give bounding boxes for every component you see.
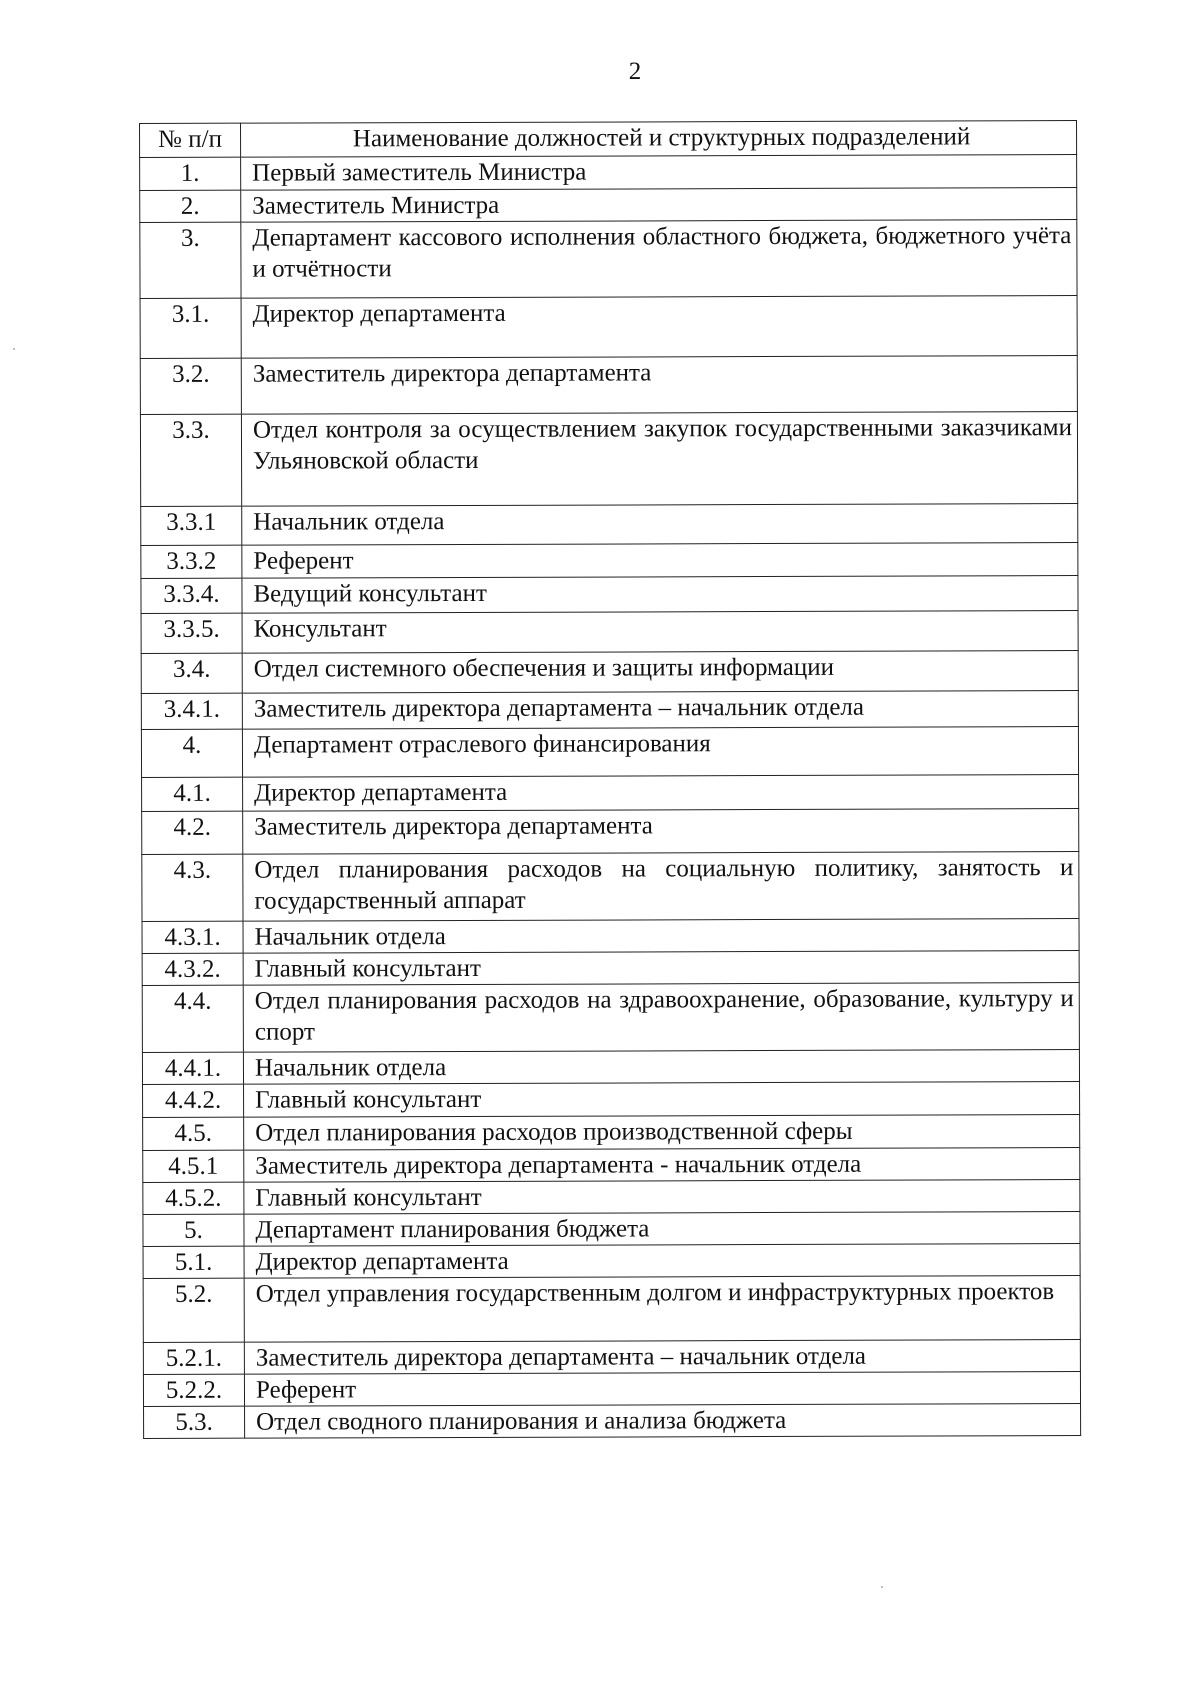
table-row (143, 1115, 1080, 1151)
table-row (140, 155, 1077, 191)
table-row (143, 1212, 1080, 1247)
table-row (144, 1404, 1081, 1439)
row-name: Начальник отдела (243, 1050, 1079, 1085)
row-number: 4.3.1. (142, 921, 243, 953)
row-name: Департамент отраслевого финансирования (242, 727, 1078, 778)
row-name: Директор департамента (243, 775, 1079, 812)
table-row (143, 1340, 1080, 1375)
row-number: 2. (140, 190, 241, 222)
row-name: Заместитель директора департамента (241, 356, 1077, 415)
row-name: Заместитель директора департамента – начальник отдела (242, 691, 1078, 730)
table-row (140, 296, 1077, 359)
row-number: 4.2. (142, 811, 243, 854)
row-number: 4.5.2. (143, 1182, 244, 1214)
table-row (143, 1148, 1080, 1183)
row-number: 4.4.1. (142, 1052, 243, 1084)
table-row (143, 1276, 1080, 1343)
row-name: Отдел сводного планирования и анализа бюджета (245, 1404, 1081, 1439)
row-number: 3. (140, 222, 241, 298)
row-number: 4.3.2. (142, 953, 243, 985)
table-header-row (140, 121, 1077, 158)
row-name: Первый заместитель Министра (241, 155, 1077, 191)
row-name: Департамент планирования бюджета (244, 1212, 1080, 1247)
row-name: Отдел планирования расходов на социальную политику, занятость и государственный аппарат (243, 852, 1079, 922)
row-name: Начальник отдела (242, 504, 1078, 546)
row-name: Отдел управления государственным долгом и инфраструктурных проектов (244, 1276, 1080, 1343)
row-number: 4. (141, 729, 242, 777)
row-number: 4.3. (142, 854, 243, 921)
table-row (141, 543, 1078, 579)
row-name: Директор департамента (244, 1244, 1080, 1279)
row-name: Отдел планирования расходов на здравоохранение, образование, культуру и спорт (243, 983, 1079, 1053)
row-number: 5.1. (143, 1246, 244, 1278)
table-row (143, 1082, 1080, 1118)
table-row (141, 727, 1078, 778)
row-number: 5.2.1. (143, 1342, 244, 1374)
row-number: 3.4. (141, 653, 242, 693)
row-name: Заместитель директора департамента - начальник отдела (244, 1148, 1080, 1183)
table-row (142, 775, 1079, 812)
row-number: 3.3. (140, 414, 241, 506)
row-number: 3.4.1. (141, 693, 242, 729)
row-number: 5.2. (143, 1278, 244, 1342)
row-name: Консультант (242, 611, 1078, 654)
row-number: 4.4.2. (143, 1084, 244, 1117)
row-name: Референт (244, 1372, 1080, 1407)
row-name: Директор департамента (241, 296, 1077, 359)
table-row (142, 983, 1079, 1053)
row-number: 4.5. (143, 1117, 244, 1150)
table-row (141, 611, 1078, 654)
row-name: Начальник отдела (243, 919, 1079, 954)
table-row (142, 951, 1079, 986)
row-name: Ведущий консультант (242, 576, 1078, 614)
table-body (140, 155, 1081, 1439)
column-header-name: Наименование должностей и структурных подразделений (241, 121, 1077, 158)
table-row (143, 1180, 1080, 1215)
table-row (141, 576, 1078, 614)
row-number: 4.5.1 (143, 1150, 244, 1182)
row-name: Заместитель директора департамента – начальник отдела (244, 1340, 1080, 1375)
row-name: Отдел планирования расходов производственной сферы (244, 1115, 1080, 1151)
table-row (142, 1050, 1079, 1085)
row-name: Департамент кассового исполнения областного бюджета, бюджетного учёта и отчётности (241, 220, 1077, 299)
page-number: 2 (628, 58, 642, 85)
table-row (140, 188, 1077, 223)
row-name: Главный консультант (243, 951, 1079, 986)
table-row (140, 220, 1077, 299)
table-row (141, 504, 1078, 546)
row-name: Отдел контроля за осуществлением закупок государственными заказчиками Ульяновской области (241, 412, 1077, 507)
row-number: 3.3.1 (141, 506, 242, 545)
row-number: 5. (143, 1214, 244, 1246)
row-name: Главный консультант (244, 1180, 1080, 1215)
table-row (140, 412, 1077, 507)
row-name: Главный консультант (244, 1082, 1080, 1118)
row-number: 3.2. (140, 358, 241, 414)
row-number: 3.3.5. (141, 613, 242, 653)
positions-table (139, 120, 1081, 1439)
scan-speck (13, 348, 15, 350)
table-row (143, 1244, 1080, 1279)
row-number: 3.1. (140, 298, 241, 358)
row-number: 5.3. (144, 1406, 245, 1438)
scan-speck (881, 1586, 883, 1588)
column-header-number: № п/п (140, 123, 241, 157)
row-name: Заместитель директора департамента (243, 809, 1079, 855)
row-number: 3.3.4. (141, 578, 242, 613)
row-number: 5.2.2. (143, 1374, 244, 1406)
row-number: 1. (140, 157, 241, 190)
table-row (142, 809, 1079, 855)
table-row (142, 852, 1079, 922)
row-number: 4.4. (142, 985, 243, 1052)
table-row (141, 691, 1078, 730)
row-name: Отдел системного обеспечения и защиты информации (242, 651, 1078, 694)
row-name: Заместитель Министра (241, 188, 1077, 223)
table-row (143, 1372, 1080, 1407)
table-row (140, 356, 1077, 415)
row-name: Референт (242, 543, 1078, 579)
row-number: 4.1. (142, 777, 243, 811)
table-row (142, 919, 1079, 954)
row-number: 3.3.2 (141, 545, 242, 578)
table-row (141, 651, 1078, 694)
